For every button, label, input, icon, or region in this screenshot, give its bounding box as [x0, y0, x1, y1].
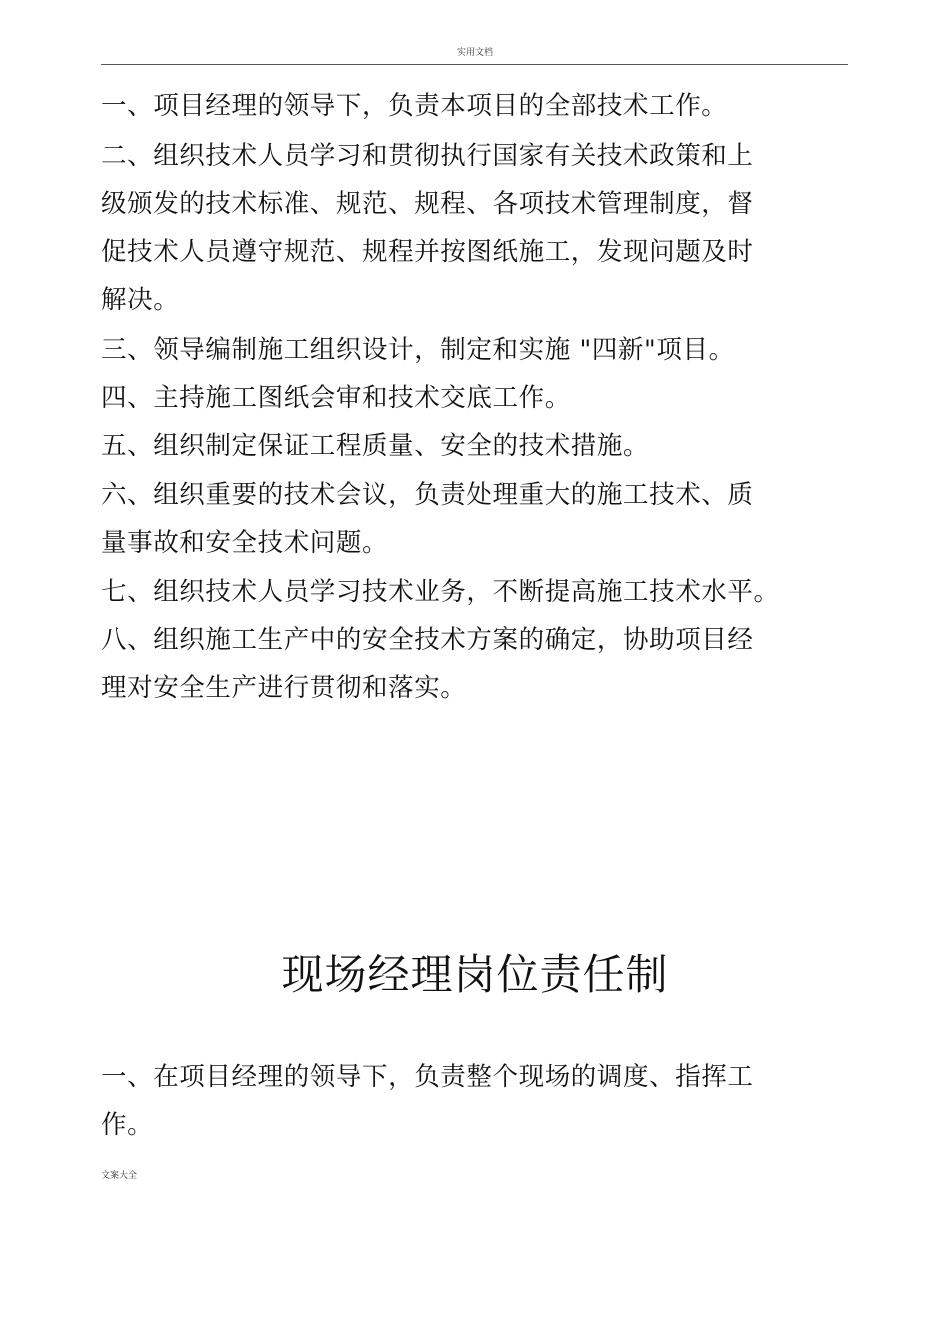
- section-title: 现场经理岗位责任制: [281, 950, 669, 999]
- page-header: 实用文档: [456, 48, 493, 58]
- paragraph-line: 五、组织制定保证工程质量、安全的技术措施。: [101, 431, 650, 461]
- paragraph-line: 一、项目经理的领导下，负责本项目的全部技术工作。: [101, 91, 728, 121]
- paragraph-line: 量事故和安全技术问题。: [101, 528, 389, 558]
- paragraph-line: 级颁发的技术标准、规范、规程、各项技术管理制度，督: [101, 189, 754, 219]
- paragraph-line: 二、组织技术人员学习和贯彻执行国家有关技术政策和上: [101, 141, 754, 171]
- paragraph-line: 作。: [101, 1110, 154, 1140]
- paragraph-line: 七、组织技术人员学习技术业务，不断提高施工技术水平。: [101, 577, 780, 607]
- paragraph-line: 一、在项目经理的领导下，负责整个现场的调度、指挥工: [101, 1062, 754, 1092]
- paragraph-line: 促技术人员遵守规范、规程并按图纸施工，发现问题及时: [101, 237, 754, 267]
- paragraph-line: 八、组织施工生产中的安全技术方案的确定，协助项目经: [101, 625, 754, 655]
- paragraph-line: 四、主持施工图纸会审和技术交底工作。: [101, 383, 571, 413]
- header-rule: [101, 64, 848, 65]
- paragraph-line: 理对安全生产进行贯彻和落实。: [101, 673, 467, 703]
- paragraph-line: 三、领导编制施工组织设计，制定和实施 "四新"项目。: [101, 335, 735, 365]
- paragraph-line: 六、组织重要的技术会议，负责处理重大的施工技术、质: [101, 480, 754, 510]
- page-footer: 文案大全: [101, 1171, 138, 1181]
- paragraph-line: 解决。: [101, 285, 180, 315]
